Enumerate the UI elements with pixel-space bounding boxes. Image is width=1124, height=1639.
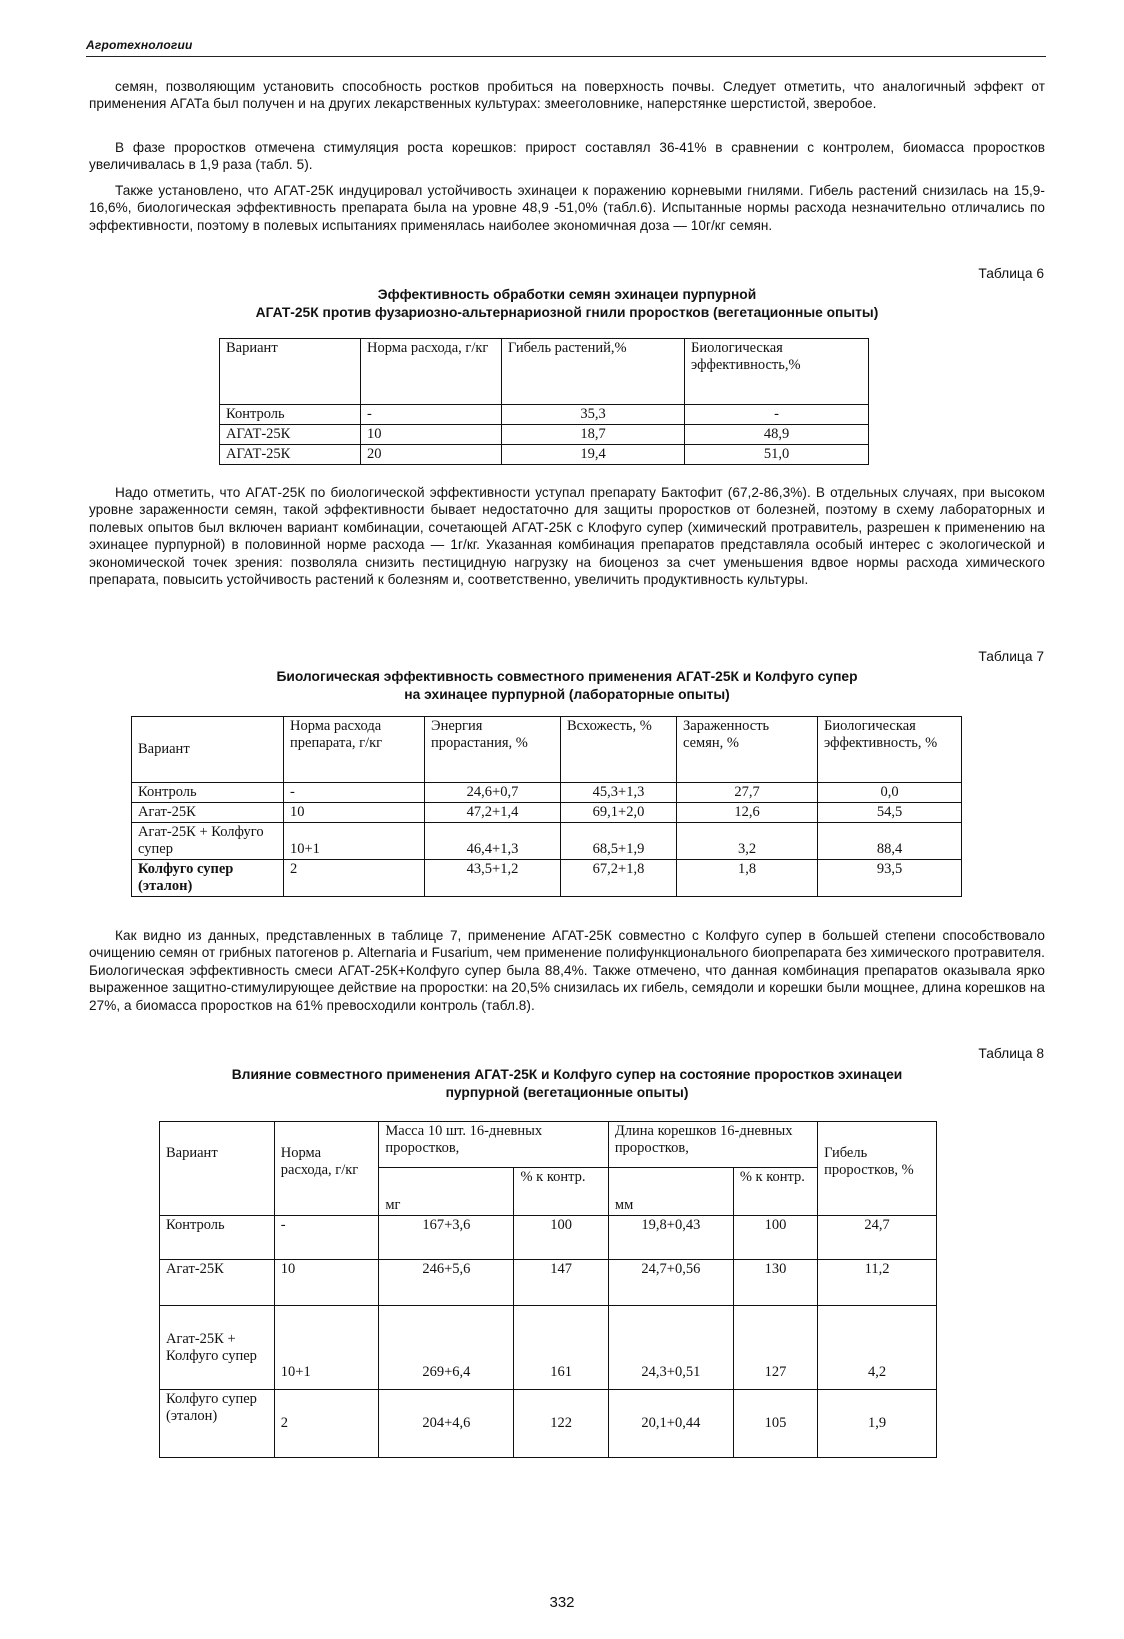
table-8 (159, 1121, 937, 1458)
table-header-cell: Зараженность семян, % (677, 717, 818, 783)
table-cell: Агат-25К (160, 1260, 275, 1306)
table6-title-line1: Эффективность обработки семян эхинацеи пурпурной (377, 287, 757, 302)
table-cell: 10 (274, 1260, 379, 1306)
table-header-row (132, 717, 962, 783)
table-cell: 127 (733, 1306, 817, 1390)
table-cell: 46,4+1,3 (425, 823, 561, 860)
table-header-row (220, 339, 869, 405)
table-row (160, 1260, 937, 1306)
table-cell: 204+4,6 (379, 1390, 514, 1458)
table-cell: 2 (284, 860, 425, 897)
table-cell: 88,4 (818, 823, 962, 860)
table-cell: 67,2+1,8 (561, 860, 677, 897)
table-6 (219, 338, 869, 465)
table-cell: 43,5+1,2 (425, 860, 561, 897)
table-header-cell: Биологическая эффективность,% (685, 339, 869, 405)
variant-header-text: Вариант (166, 1145, 218, 1161)
table-header-cell (274, 1122, 379, 1216)
table-row (160, 1306, 937, 1390)
table8-title-line2: пурпурной (вегетационные опыты) (445, 1084, 689, 1100)
table-cell: 2 (274, 1390, 379, 1458)
table-cell: 11,2 (818, 1260, 937, 1306)
table-cell: 0,0 (818, 783, 962, 803)
table7-title-line1: Биологическая эффективность совместного применения АГАТ-25К и Колфуго супер (276, 669, 858, 684)
table-row (132, 783, 962, 803)
table-cell: 100 (733, 1216, 817, 1260)
death-header-text: Гибель проростков, % (824, 1145, 914, 1178)
table-cell: 20,1+0,44 (608, 1390, 733, 1458)
table-header-cell: Вариант (132, 717, 284, 783)
table-cell: 130 (733, 1260, 817, 1306)
table-cell: 18,7 (502, 425, 685, 445)
paragraph-5: Как видно из данных, представленных в таблице 7, применение АГАТ-25К совместно с Колфуго супер в большей степени способствовало очищению семян от грибных патогенов р. Alternaria и Fusarium, чем применение полифункционального биопрепарата без химического протравителя. Биологическая эффективность смеси АГАТ-25К+Колфуго супер была 88,4%. Также отмечено, что данная комбинация препаратов оказывала ярко выраженное защитно-стимулирующее действие на проростки: на 20,5% снизилась их гибель, семядоли и корешки были мощнее, длина корешков на 27%, а биомасса проростков на 61% превосходили контроль (табл.8). (89, 928, 1045, 1013)
table-cell: 35,3 (502, 405, 685, 425)
table-cell: 54,5 (818, 803, 962, 823)
table-header-cell: % к контр. (514, 1168, 608, 1216)
table6-caption: Таблица 6 (978, 266, 1044, 281)
table-cell: 105 (733, 1390, 817, 1458)
table-header-cell: Масса 10 шт. 16-дневных проростков, (379, 1122, 609, 1168)
table8-title-line1: Влияние совместного применения АГАТ-25К и Колфуго супер на состояние проростков эхинацеи (231, 1067, 903, 1082)
table-cell: 10+1 (284, 823, 425, 860)
table-row (132, 823, 962, 860)
table-row (220, 405, 869, 425)
table-cell: 69,1+2,0 (561, 803, 677, 823)
paragraph-1: семян, позволяющим установить способность ростков пробиться на поверхность почвы. Следует отметить, что аналогичный эффект от применения АГАТа был получен и на других лекарственных культурах: змееголовнике, наперстянке шерстистой, зверобое. (89, 79, 1045, 112)
table-7 (131, 716, 962, 897)
table-cell: Агат-25К + Колфуго супер (132, 823, 284, 860)
table-cell: - (685, 405, 869, 425)
table-row (160, 1216, 937, 1260)
table-cell: Контроль (132, 783, 284, 803)
paragraph-2: В фазе проростков отмечена стимуляция роста корешков: прирост составлял 36-41% в сравнении с контролем, биомасса проростков увеличивалась в 1,9 раза (табл. 5). (89, 140, 1045, 173)
table-cell: 147 (514, 1260, 608, 1306)
table-cell: АГАТ-25К (220, 425, 361, 445)
table-header-cell: Длина корешков 16-дневных проростков, (608, 1122, 817, 1168)
table-cell: 167+3,6 (379, 1216, 514, 1260)
table-cell: 10+1 (274, 1306, 379, 1390)
table-header-cell: Всхожесть, % (561, 717, 677, 783)
table-header-row (160, 1122, 937, 1168)
norm-header-text: Норма расхода, г/кг (280, 1145, 359, 1178)
table-header-cell (160, 1122, 275, 1216)
table-cell: Агат-25К + Колфуго супер (160, 1306, 275, 1390)
table-row (220, 425, 869, 445)
table-cell: 24,6+0,7 (425, 783, 561, 803)
table-cell: Агат-25К (132, 803, 284, 823)
table-cell: 19,4 (502, 445, 685, 465)
table-cell: Колфуго супер (эталон) (132, 860, 284, 897)
table8-caption: Таблица 8 (978, 1046, 1044, 1061)
table-cell: 27,7 (677, 783, 818, 803)
table-header-cell: Вариант (220, 339, 361, 405)
table7-caption: Таблица 7 (978, 649, 1044, 664)
table-cell: 45,3+1,3 (561, 783, 677, 803)
table-cell: 10 (284, 803, 425, 823)
table6-title (89, 286, 1045, 321)
table-header-cell: Гибель растений,% (502, 339, 685, 405)
table-cell: 12,6 (677, 803, 818, 823)
table-cell: 24,7 (818, 1216, 937, 1260)
table-cell: 4,2 (818, 1306, 937, 1390)
table-cell: 68,5+1,9 (561, 823, 677, 860)
table-cell: 246+5,6 (379, 1260, 514, 1306)
table-cell: 122 (514, 1390, 608, 1458)
table-cell: 269+6,4 (379, 1306, 514, 1390)
table-header-cell (818, 1122, 937, 1216)
table-cell: - (284, 783, 425, 803)
table-cell: 20 (361, 445, 502, 465)
table-cell: 1,9 (818, 1390, 937, 1458)
paragraph-4: Надо отметить, что АГАТ-25К по биологической эффективности уступал препарату Бактофит (67,2-86,3%). В отдельных случаях, при высоком уровне зараженности семян, такой эффективности бывает недостаточно для защиты проростков от болезней, поэтому в схему лабораторных и полевых опытов был включен вариант комбинации, сочетающей АГАТ-25К с Клофуго супер (химический протравитель, разрешен к применению на эхинацее пурпурной) в половинной норме расхода — 1г/кг. Указанная комбинация препаратов представляла особый интерес с экологической и экономической точек зрения: позволяла снизить пестицидную нагрузку на биоценоз за счет уменьшения вдвое нормы расхода химического препарата, повысить устойчивость растений к болезням и, соответственно, увеличить продуктивность культуры. (89, 485, 1045, 588)
table-cell: 24,7+0,56 (608, 1260, 733, 1306)
table-cell: - (274, 1216, 379, 1260)
table-cell: 1,8 (677, 860, 818, 897)
table-row (132, 860, 962, 897)
header-rule (86, 56, 1046, 57)
table-row (220, 445, 869, 465)
running-header: Агротехнологии (86, 38, 193, 52)
table-row (160, 1390, 937, 1458)
table-header-cell: мм (608, 1168, 733, 1216)
table-cell: 24,3+0,51 (608, 1306, 733, 1390)
table-row (132, 803, 962, 823)
table-cell: Контроль (160, 1216, 275, 1260)
table-cell: 19,8+0,43 (608, 1216, 733, 1260)
table-header-cell: Биологическая эффективность, % (818, 717, 962, 783)
table7-title-line2: на эхинацее пурпурной (лабораторные опыты) (404, 686, 730, 702)
table-cell: 48,9 (685, 425, 869, 445)
table-cell: 93,5 (818, 860, 962, 897)
table-cell: 3,2 (677, 823, 818, 860)
table-cell: 10 (361, 425, 502, 445)
table6-title-line2: АГАТ-25К против фузариозно-альтернариозной гнили проростков (вегетационные опыты) (255, 304, 879, 320)
table-cell: - (361, 405, 502, 425)
table-cell: Контроль (220, 405, 361, 425)
table-header-cell: Норма расхода, г/кг (361, 339, 502, 405)
table7-title (89, 668, 1045, 703)
page-number: 332 (549, 1594, 575, 1611)
table-header-cell: мг (379, 1168, 514, 1216)
table-cell: 161 (514, 1306, 608, 1390)
table-header-cell: Норма расхода препарата, г/кг (284, 717, 425, 783)
table-cell: 100 (514, 1216, 608, 1260)
table8-title (89, 1066, 1045, 1101)
table-cell: 47,2+1,4 (425, 803, 561, 823)
table-header-cell: % к контр. (733, 1168, 817, 1216)
table-header-cell: Энергия прорастания, % (425, 717, 561, 783)
table-cell: АГАТ-25К (220, 445, 361, 465)
paragraph-3: Также установлено, что АГАТ-25К индуцировал устойчивость эхинацеи к поражению корневыми гнилями. Гибель растений снизилась на 15,9-16,6%, биологическая эффективность препарата была на уровне 48,9 -51,0% (табл.6). Испытанные нормы расхода незначительно отличались по эффективности, поэтому в полевых испытаниях применялась наиболее экономичная доза — 10г/кг семян. (89, 183, 1045, 233)
table-cell: 51,0 (685, 445, 869, 465)
table-cell: Колфуго супер (эталон) (160, 1390, 275, 1458)
